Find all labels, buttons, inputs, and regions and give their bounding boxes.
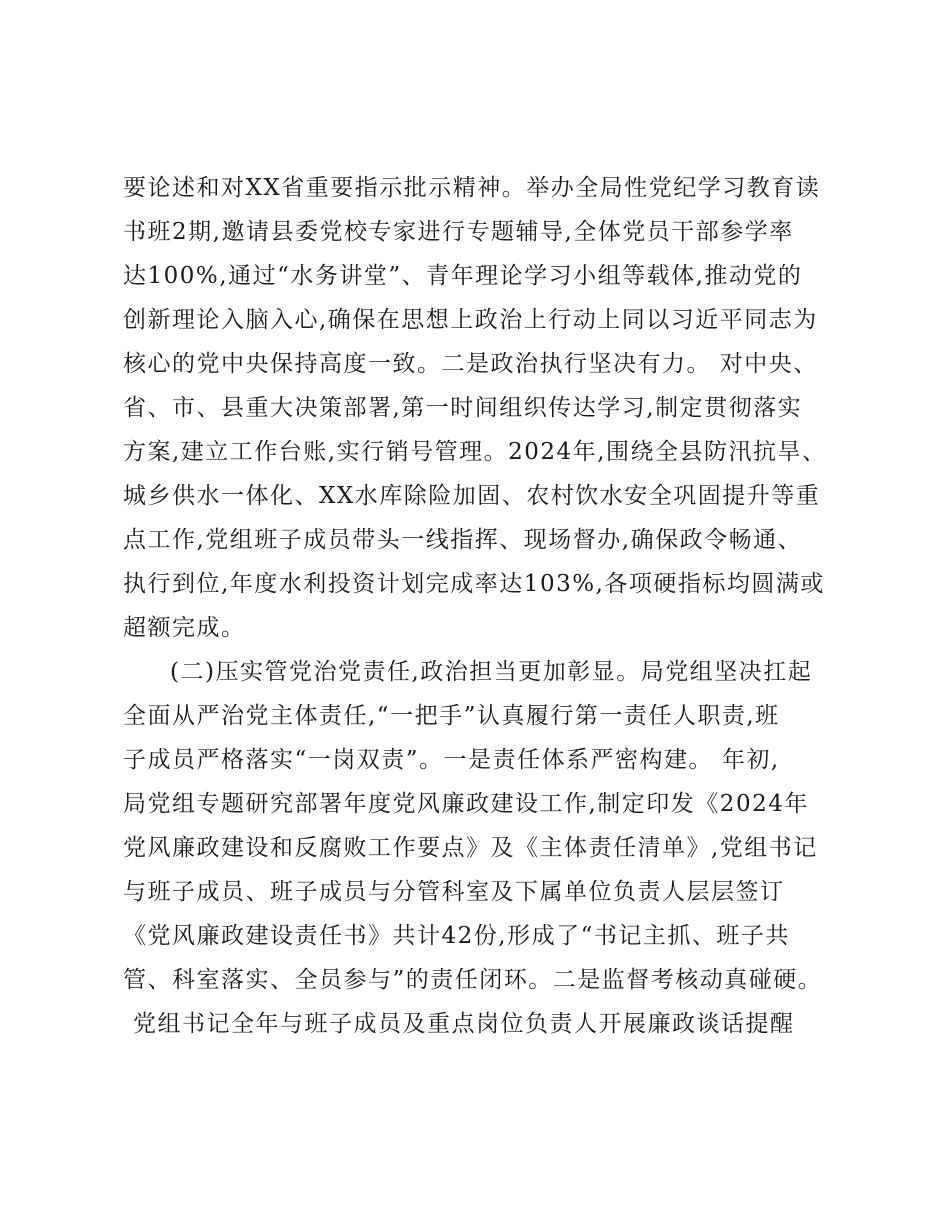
text-line: 超额完成。 — [123, 615, 246, 641]
text-line: 执行到位,年度水利投资计划完成率达103%,各项硬指标均圆满或 — [123, 571, 825, 597]
section-heading-line: (二)压实管党治党责任,政治担当更加彰显。局党组坚决扛起 — [170, 659, 813, 685]
text-line: 管、科室落实、全员参与”的责任闭环。二是监督考核动真碰硬。 — [123, 967, 823, 993]
text-line: 全面从严治党主体责任,“一把手”认真履行第一责任人职责,班 — [123, 703, 780, 729]
text-line: 方案,建立工作台账,实行销号管理。2024年,围绕全县防汛抗旱、 — [123, 439, 827, 465]
text-line: 点工作,党组班子成员带头一线指挥、现场督办,确保政令畅通、 — [123, 527, 803, 553]
text-line: 子成员严格落实“一岗双责”。一是责任体系严密构建。 年初, — [123, 747, 780, 773]
text-line: 书班2期,邀请县委党校专家进行专题辅导,全体党员干部参学率 — [123, 219, 794, 245]
text-line: 创新理论入脑入心,确保在思想上政治上行动上同以习近平同志为 — [123, 307, 818, 333]
text-line: 省、市、县重大决策部署,第一时间组织传达学习,制定贯彻落实 — [123, 395, 803, 421]
text-line: 局党组专题研究部署年度党风廉政建设工作,制定印发《2024年 — [123, 791, 809, 817]
text-line: 要论述和对XX省重要指示批示精神。举办全局性党纪学习教育读 — [123, 175, 821, 201]
text-line: 与班子成员、班子成员与分管科室及下属单位负责人层层签订 — [123, 879, 785, 905]
text-line: 《党风廉政建设责任书》共计42份,形成了“书记主抓、班子共 — [123, 923, 790, 949]
text-line: 党组书记全年与班子成员及重点岗位负责人开展廉政谈话提醒 — [133, 1011, 795, 1037]
text-line: 城乡供水一体化、XX水库除险加固、农村饮水安全巩固提升等重 — [123, 483, 821, 509]
text-line: 党风廉政建设和反腐败工作要点》及《主体责任清单》,党组书记 — [123, 835, 818, 861]
text-line: 达100%,通过“水务讲堂”、青年理论学习小组等载体,推动党的 — [123, 263, 803, 289]
text-line: 核心的党中央保持高度一致。二是政治执行坚决有力。 对中央、 — [123, 351, 818, 377]
